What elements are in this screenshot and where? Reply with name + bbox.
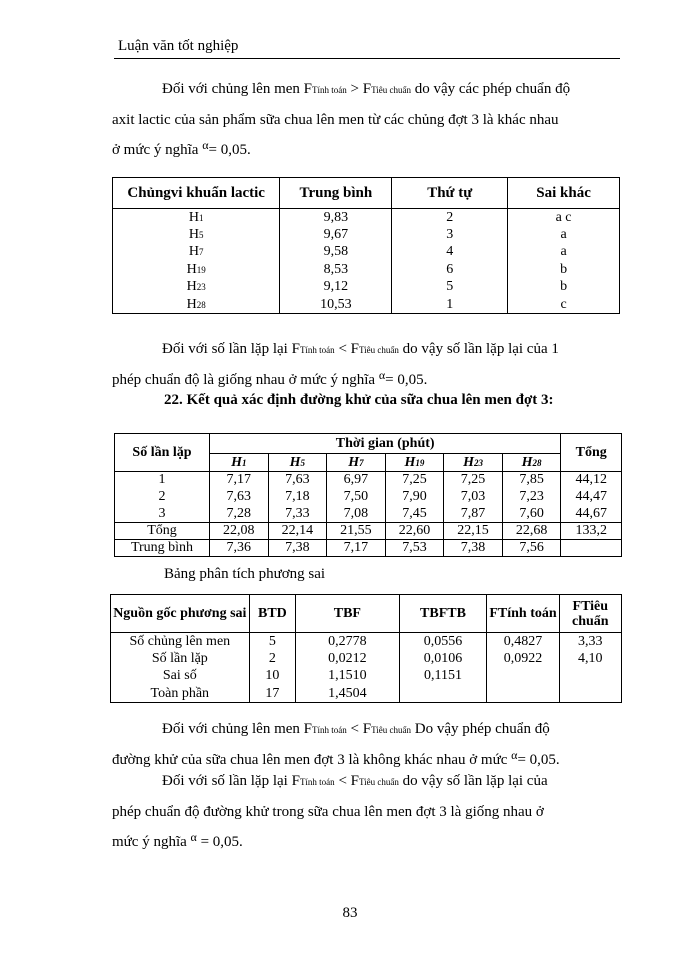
- value-cell: 0,0106: [399, 650, 487, 668]
- value-cell: 1,4504: [296, 685, 399, 703]
- total-cell: 44,67: [575, 505, 607, 521]
- value-cell: 22,08: [210, 523, 269, 540]
- table-row: [113, 209, 620, 227]
- strain-subscript: 28: [532, 457, 542, 468]
- value-cell: 7,53: [385, 540, 444, 557]
- value-cell: 7,60: [502, 506, 561, 523]
- text: = 0,05.: [208, 142, 251, 158]
- source-cell: Toàn phần: [111, 685, 250, 703]
- column-header: TBF: [296, 595, 399, 633]
- strain-letter: H: [188, 244, 200, 260]
- strain-letter: H: [188, 209, 200, 225]
- source-cell: Sai số: [111, 668, 250, 686]
- column-header: FTiêu chuẩn: [559, 595, 621, 633]
- strain-cell: [113, 279, 280, 297]
- text: mức ý nghĩa: [112, 834, 191, 850]
- strain-letter: H: [289, 454, 301, 470]
- total-cell: 44,47: [575, 489, 607, 504]
- subscript: Tiêu chuẩn: [371, 725, 411, 735]
- strain-letter: H: [521, 454, 533, 470]
- value-cell: 7,50: [327, 489, 386, 506]
- table-header-row: [115, 434, 622, 454]
- value-cell: [559, 668, 621, 686]
- strain-cell: [113, 209, 280, 227]
- table-row: [113, 244, 620, 262]
- subscript: Tính toán: [312, 725, 347, 735]
- table-row: [115, 506, 622, 523]
- mean-cell: 9,67: [280, 226, 392, 244]
- text: Đối với số lần lặp lại F: [162, 773, 300, 789]
- value-cell: 7,25: [385, 472, 444, 489]
- strain-header: [210, 454, 269, 472]
- strain-subscript: 23: [196, 282, 206, 293]
- value-cell: 22,14: [268, 523, 327, 540]
- anova-caption: Bảng phân tích phương sai: [164, 566, 326, 582]
- header-rule: [114, 58, 620, 59]
- strain-header: [268, 454, 327, 472]
- value-cell: 7,17: [210, 472, 269, 489]
- strain-letter: H: [404, 454, 416, 470]
- value-cell: 17: [249, 685, 296, 703]
- rank-cell: 4: [392, 244, 508, 262]
- anova-table: [110, 594, 622, 703]
- strain-letter: H: [348, 454, 360, 470]
- value-cell: 7,56: [502, 540, 561, 557]
- value-cell: 22,68: [502, 523, 561, 540]
- text: = 0,05.: [385, 372, 428, 388]
- value-cell: 4,10: [559, 650, 621, 668]
- subscript: Tiêu chuẩn: [359, 345, 399, 355]
- value-cell: [487, 685, 559, 703]
- text: phép chuẩn độ đường khử trong sữa chua lên men đợt 3 là giống nhau ở: [112, 804, 544, 820]
- column-header: Số lần lặp: [115, 434, 210, 472]
- table-row: [115, 540, 622, 557]
- table-row: [113, 226, 620, 244]
- mean-cell: 8,53: [280, 261, 392, 279]
- table-row: [115, 472, 622, 489]
- strain-letter: H: [186, 279, 197, 295]
- paragraph-1: [112, 74, 622, 165]
- strain-letter: H: [463, 454, 474, 470]
- value-cell: 7,90: [385, 489, 444, 506]
- text: Đối với chủng lên men F: [162, 721, 312, 737]
- table-row: [113, 296, 620, 314]
- text: < F: [334, 341, 359, 357]
- value-cell: 0,1151: [399, 668, 487, 686]
- strain-letter: H: [188, 226, 200, 242]
- column-header: Thời gian (phút): [210, 434, 561, 454]
- table-header-row: [113, 178, 620, 209]
- page-header: Luận văn tốt nghiệp: [118, 38, 239, 54]
- mean-cell: 10,53: [280, 296, 392, 314]
- value-cell: 0,2778: [296, 633, 399, 651]
- value-cell: [559, 685, 621, 703]
- table-row: [113, 279, 620, 297]
- table-row: [111, 650, 622, 668]
- value-cell: 22,60: [385, 523, 444, 540]
- text: < F: [346, 721, 372, 737]
- total-cell: [561, 540, 622, 557]
- strain-subscript: 1: [241, 457, 247, 468]
- strain-cell: [113, 261, 280, 279]
- rank-cell: 5: [392, 279, 508, 297]
- strain-cell: [113, 226, 280, 244]
- text: do vậy các phép chuẩn độ: [410, 81, 571, 97]
- value-cell: 7,18: [268, 489, 327, 506]
- strain-header: [444, 454, 503, 472]
- column-header: Tổng: [561, 434, 622, 472]
- mean-cell: 9,58: [280, 244, 392, 262]
- subscript: Tính toán: [299, 777, 335, 787]
- page-number: 83: [342, 905, 358, 921]
- reducing-sugar-table: [114, 433, 622, 557]
- strain-letter: H: [186, 296, 197, 312]
- alpha-symbol: α: [378, 368, 386, 382]
- row-label: 3: [115, 506, 210, 523]
- value-cell: 10: [249, 668, 296, 686]
- rank-cell: 2: [392, 209, 508, 227]
- strain-header: [385, 454, 444, 472]
- text: = 0,05.: [196, 834, 243, 850]
- table-row: [115, 489, 622, 506]
- table-row: [111, 685, 622, 703]
- column-header: Trung bình: [280, 178, 392, 209]
- alpha-symbol: α: [511, 748, 518, 762]
- value-cell: 0,0212: [296, 650, 399, 668]
- paragraph-2: [112, 334, 624, 395]
- row-label: Trung bình: [115, 540, 210, 557]
- alpha-symbol: α: [202, 138, 209, 152]
- total-cell: 133,2: [575, 523, 607, 538]
- value-cell: 1,1510: [296, 668, 399, 686]
- strain-subscript: 7: [359, 457, 364, 468]
- value-cell: 7,87: [444, 506, 503, 523]
- strain-subscript: 1: [199, 212, 204, 223]
- table-row: [113, 261, 620, 279]
- text: < F: [334, 773, 359, 789]
- value-cell: 7,36: [210, 540, 269, 557]
- rank-cell: 3: [392, 226, 508, 244]
- value-cell: 0,0556: [399, 633, 487, 651]
- row-label: 2: [115, 489, 210, 506]
- value-cell: [487, 668, 559, 686]
- subscript: Tiêu chuẩn: [359, 777, 399, 787]
- subscript: Tiêu chuẩn: [371, 85, 411, 95]
- column-header: FTính toán: [487, 595, 559, 633]
- strain-mean-table: [112, 177, 620, 314]
- strain-subscript: 19: [196, 264, 206, 275]
- text: Đối với số lần lặp lại F: [162, 341, 300, 357]
- source-cell: Số lần lặp: [111, 650, 250, 668]
- strain-cell: [113, 244, 280, 262]
- strain-subscript: 5: [300, 457, 306, 468]
- value-cell: 3,33: [559, 633, 621, 651]
- strain-letter: H: [231, 454, 242, 470]
- rank-cell: 1: [392, 296, 508, 314]
- strain-header: [502, 454, 561, 472]
- row-label: 1: [115, 472, 210, 489]
- strain-header: [327, 454, 386, 472]
- column-header: TBFTB: [399, 595, 487, 633]
- text: ở mức ý nghĩa: [112, 142, 203, 158]
- mean-cell: 9,83: [280, 209, 392, 227]
- value-cell: 7,28: [210, 506, 269, 523]
- column-header: Sai khác: [508, 178, 620, 209]
- row-label: Tổng: [115, 523, 210, 540]
- column-header: Nguồn gốc phương sai: [111, 595, 250, 633]
- value-cell: 6,97: [327, 472, 386, 489]
- column-header: Thứ tự: [392, 178, 508, 209]
- strain-subscript: 7: [199, 247, 204, 258]
- value-cell: 0,0922: [487, 650, 559, 668]
- diff-cell: a: [508, 244, 620, 262]
- paragraph-4: [112, 766, 624, 857]
- rank-cell: 6: [392, 261, 508, 279]
- value-cell: 7,38: [268, 540, 327, 557]
- value-cell: 7,17: [327, 540, 386, 557]
- table-row: [111, 633, 622, 651]
- diff-cell: b: [508, 279, 620, 297]
- text: axit lactic của sản phẩm sữa chua lên men từ các chủng đợt 3 là khác nhau: [112, 112, 559, 128]
- value-cell: 7,38: [444, 540, 503, 557]
- value-cell: 7,85: [502, 472, 561, 489]
- subscript: Tính toán: [312, 85, 347, 95]
- text: Đối với chủng lên men F: [162, 81, 312, 97]
- value-cell: 7,23: [502, 489, 561, 506]
- value-cell: 7,25: [444, 472, 503, 489]
- value-cell: 7,63: [268, 472, 327, 489]
- value-cell: [399, 685, 487, 703]
- text: = 0,05.: [517, 752, 560, 768]
- text: do vậy số lần lặp lại của: [398, 773, 548, 789]
- column-header: BTD: [249, 595, 296, 633]
- diff-cell: a c: [508, 209, 620, 227]
- text: Do vậy phép chuẩn độ: [410, 721, 550, 737]
- value-cell: 22,15: [444, 523, 503, 540]
- strain-subscript: 23: [473, 457, 483, 468]
- strain-subscript: 5: [199, 229, 204, 240]
- diff-cell: b: [508, 261, 620, 279]
- strain-letter: H: [186, 261, 197, 277]
- value-cell: 7,33: [268, 506, 327, 523]
- text: đường khử của sữa chua lên men đợt 3 là không khác nhau ở mức: [112, 752, 512, 768]
- strain-subscript: 19: [415, 457, 425, 468]
- table-row: [111, 668, 622, 686]
- text: > F: [346, 81, 372, 97]
- value-cell: 5: [249, 633, 296, 651]
- source-cell: Số chủng lên men: [111, 633, 250, 651]
- value-cell: 7,63: [210, 489, 269, 506]
- table-row: [115, 523, 622, 540]
- value-cell: 21,55: [327, 523, 386, 540]
- diff-cell: a: [508, 226, 620, 244]
- subscript: Tính toán: [299, 345, 335, 355]
- value-cell: 2: [249, 650, 296, 668]
- alpha-symbol: α: [190, 830, 197, 844]
- section-title: 22. Kết quả xác định đường khử của sữa chua lên men đợt 3:: [164, 392, 554, 408]
- value-cell: 7,08: [327, 506, 386, 523]
- value-cell: 7,45: [385, 506, 444, 523]
- total-cell: 44,12: [575, 472, 607, 488]
- table-header-row: [111, 595, 622, 633]
- strain-subscript: 28: [196, 299, 206, 310]
- value-cell: 0,4827: [487, 633, 559, 651]
- column-header: Chủngvi khuẩn lactic: [113, 178, 280, 209]
- text: do vậy số lần lặp lại của 1: [398, 341, 559, 357]
- mean-cell: 9,12: [280, 279, 392, 297]
- diff-cell: c: [508, 296, 620, 314]
- strain-cell: [113, 296, 280, 314]
- value-cell: 7,03: [444, 489, 503, 506]
- text: phép chuẩn độ là giống nhau ở mức ý nghĩa: [112, 372, 379, 388]
